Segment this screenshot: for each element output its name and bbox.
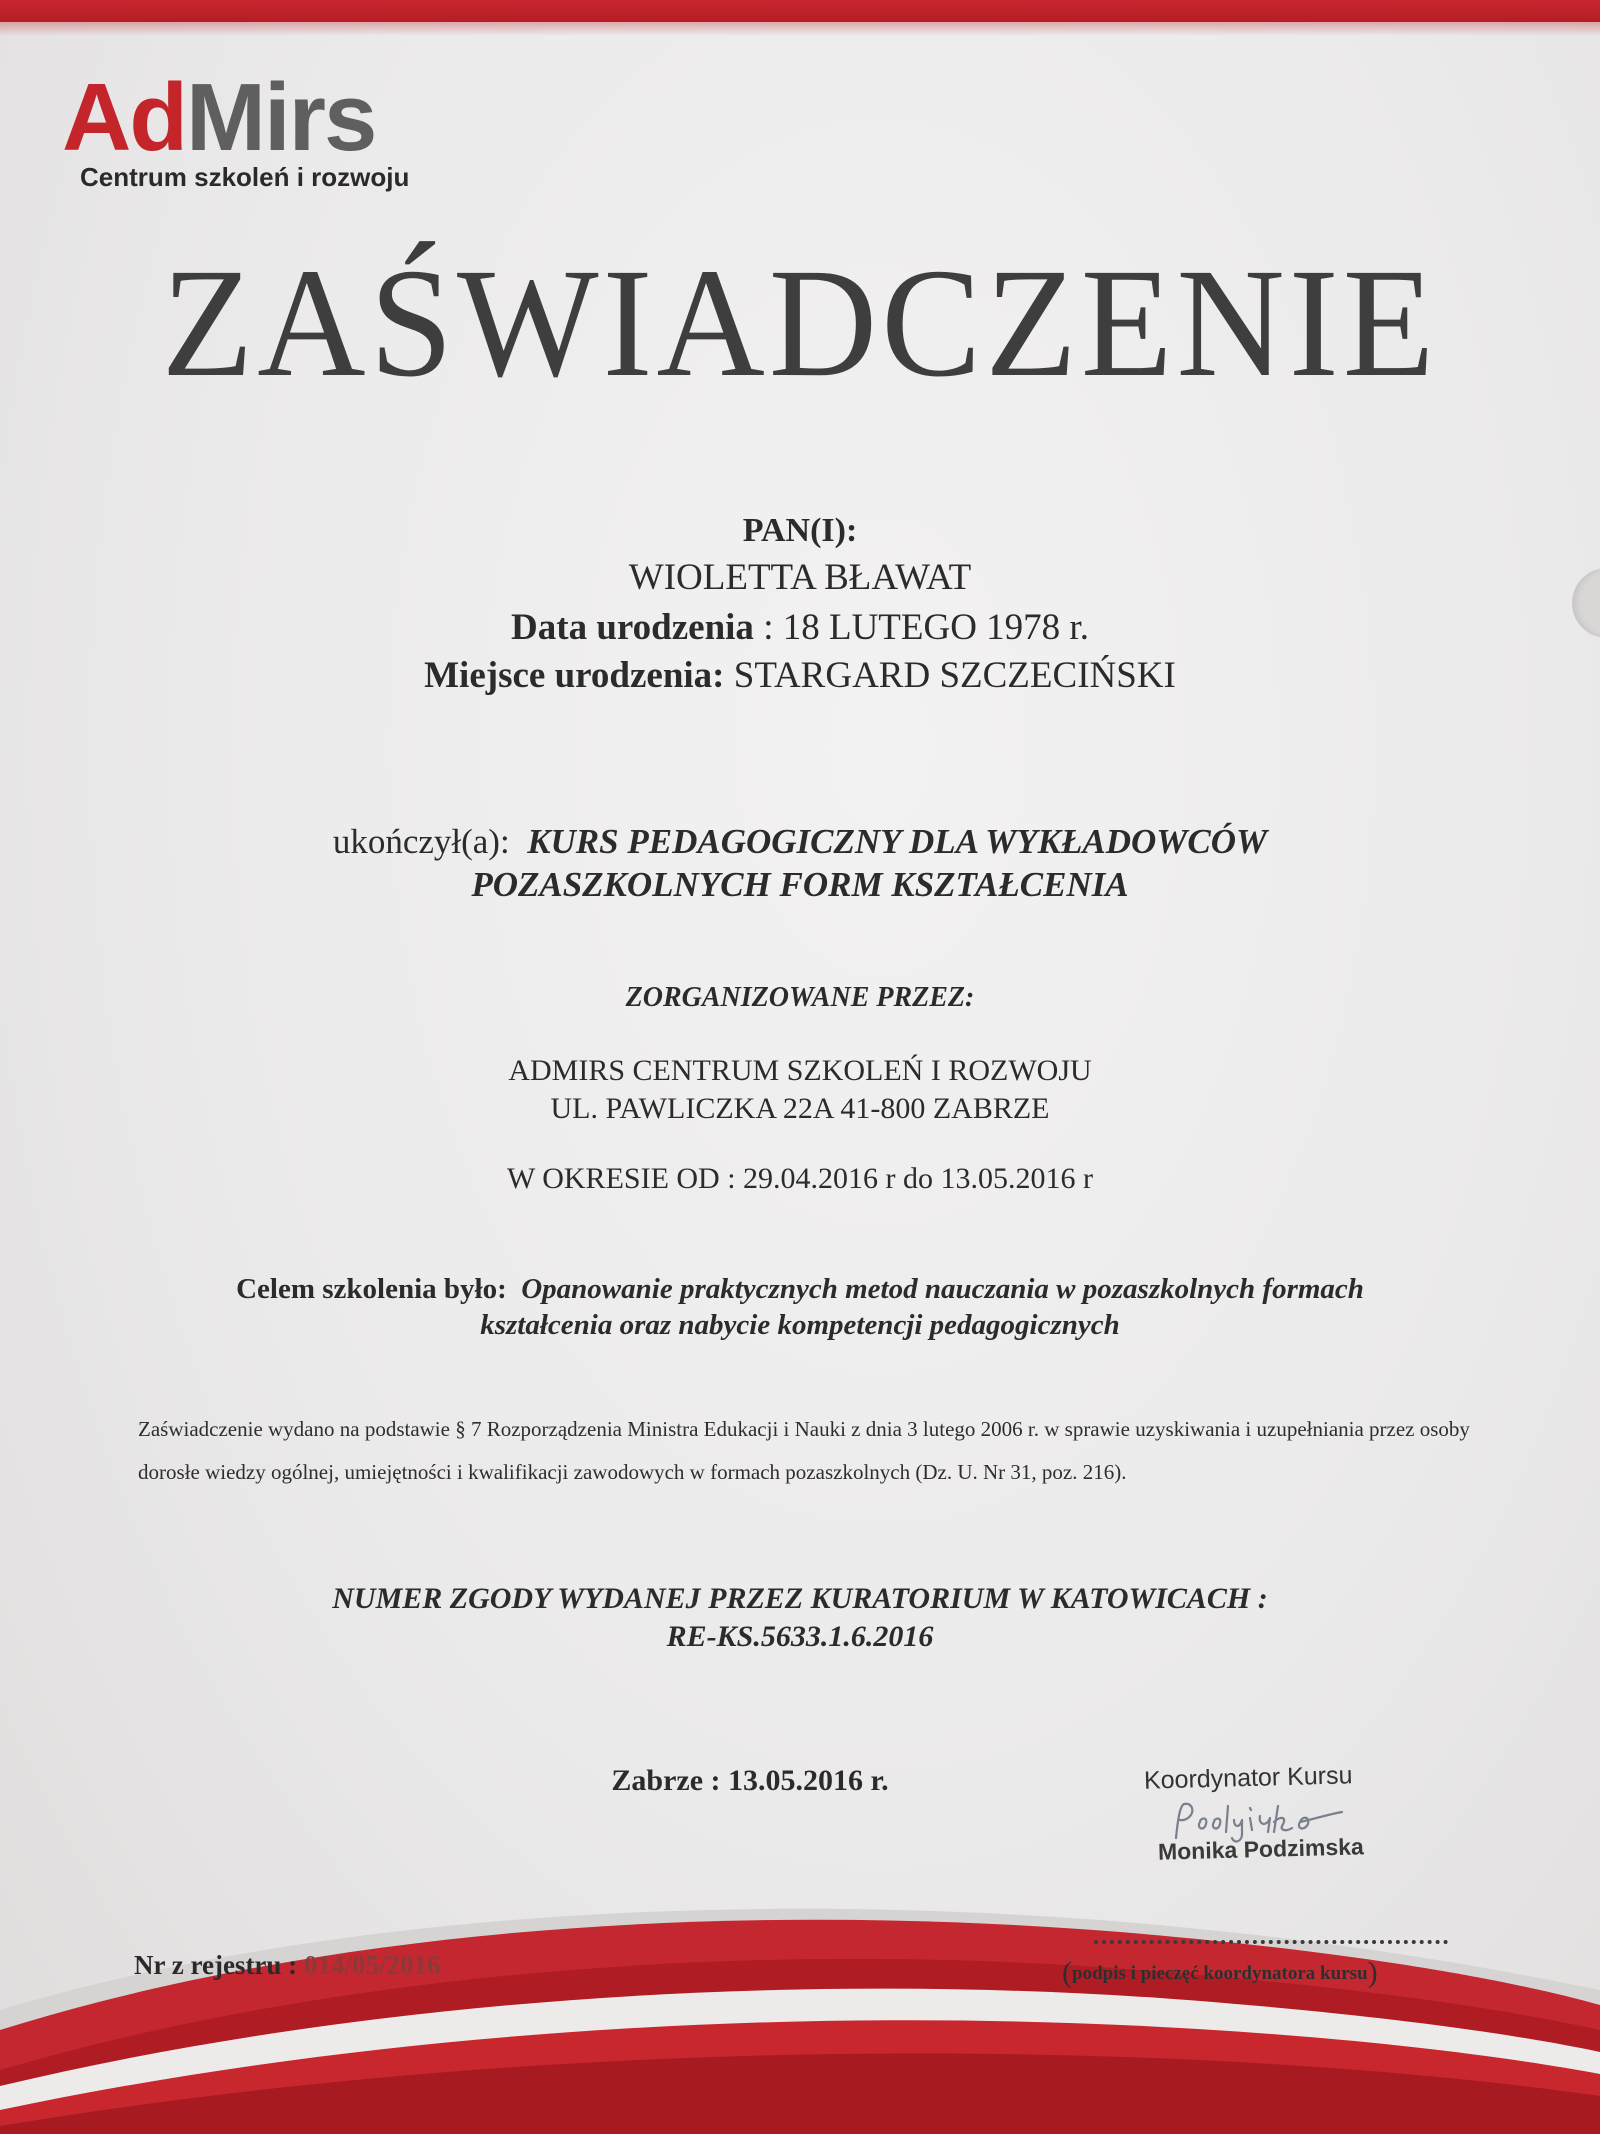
course-row-1 bbox=[0, 822, 1600, 862]
goal-text-line2: kształcenia oraz nabycie kompetencji pedagogicznych bbox=[480, 1309, 1120, 1341]
legal-basis: Zaświadczenie wydano na podstawie § 7 Rozporządzenia Ministra Edukacji i Nauki z dnia 3 lutego 2006 r. w sprawie uzyskiwania i uzupełniania przez osoby dorosłe wiedzy ogólnej, umiejętności i kwalifikacji zawodowych w formach pozaszkolnych (Dz. U. Nr 31, poz. 216). bbox=[138, 1417, 1470, 1484]
person-name: WIOLETTA BŁAWAT bbox=[628, 557, 972, 598]
register-label: Nr z rejestru : bbox=[134, 1950, 298, 1980]
course-completed-label: ukończył(a): bbox=[332, 822, 510, 861]
approval-label: NUMER ZGODY WYDANEJ PRZEZ KURATORIUM W KATOWICACH : bbox=[332, 1582, 1268, 1615]
document-title: ZAŚWIADCZENIE bbox=[161, 236, 1439, 410]
register-number bbox=[134, 1950, 440, 1981]
goal-row-1 bbox=[0, 1273, 1600, 1306]
birth-date-value: : 18 LUTEGO 1978 r. bbox=[763, 607, 1089, 648]
person-label: PAN(I): bbox=[742, 512, 858, 549]
birth-date-label: Data urodzenia bbox=[511, 607, 754, 648]
birth-place-value: STARGARD SZCZECIŃSKI bbox=[733, 655, 1176, 696]
coordinator-name: Monika Podzimska bbox=[1157, 1833, 1365, 1865]
goal-label: Celem szkolenia było: bbox=[236, 1273, 507, 1305]
organizer-address: UL. PAWLICZKA 22A 41-800 ZABRZE bbox=[550, 1092, 1050, 1125]
place-date: Zabrze : 13.05.2016 r. bbox=[611, 1764, 889, 1797]
top-stripe-fade bbox=[0, 22, 1600, 36]
organizer-name: ADMIRS CENTRUM SZKOLEŃ I ROZWOJU bbox=[508, 1054, 1092, 1087]
coordinator-title: Koordynator Kursu bbox=[1143, 1761, 1353, 1795]
approval-number: RE-KS.5633.1.6.2016 bbox=[666, 1620, 934, 1653]
birth-place-row bbox=[0, 654, 1600, 697]
organizer-label: ZORGANIZOWANE PRZEZ: bbox=[625, 982, 975, 1013]
logo-wordmark bbox=[62, 64, 376, 171]
goal-text-line1: Opanowanie praktycznych metod nauczania w pozaszkolnych formach bbox=[521, 1273, 1364, 1305]
signature-dotted-line bbox=[1094, 1940, 1448, 1944]
signature-caption-text: podpis i pieczęć koordynatora kursu bbox=[1072, 1963, 1368, 1984]
logo-part-ad: Ad bbox=[62, 64, 186, 171]
logo-part-mirs: Mirs bbox=[185, 64, 376, 171]
birth-place-label: Miejsce urodzenia: bbox=[424, 655, 725, 696]
logo-tagline: Centrum szkoleń i rozwoju bbox=[80, 162, 410, 192]
birth-date-row bbox=[0, 606, 1600, 649]
signature-caption: (podpis i pieczęć koordynatora kursu) bbox=[1062, 1956, 1378, 1989]
period-text: W OKRESIE OD : 29.04.2016 r do 13.05.2016 r bbox=[506, 1162, 1094, 1195]
course-name-line2: POZASZKOLNYCH FORM KSZTAŁCENIA bbox=[471, 865, 1129, 904]
register-value: 014/05/2016 bbox=[303, 1950, 441, 1980]
course-name-line1: KURS PEDAGOGICZNY DLA WYKŁADOWCÓW bbox=[527, 822, 1268, 861]
bottom-red-waves bbox=[0, 1860, 1600, 2134]
top-red-stripe bbox=[0, 0, 1600, 22]
admirs-logo bbox=[62, 64, 442, 200]
